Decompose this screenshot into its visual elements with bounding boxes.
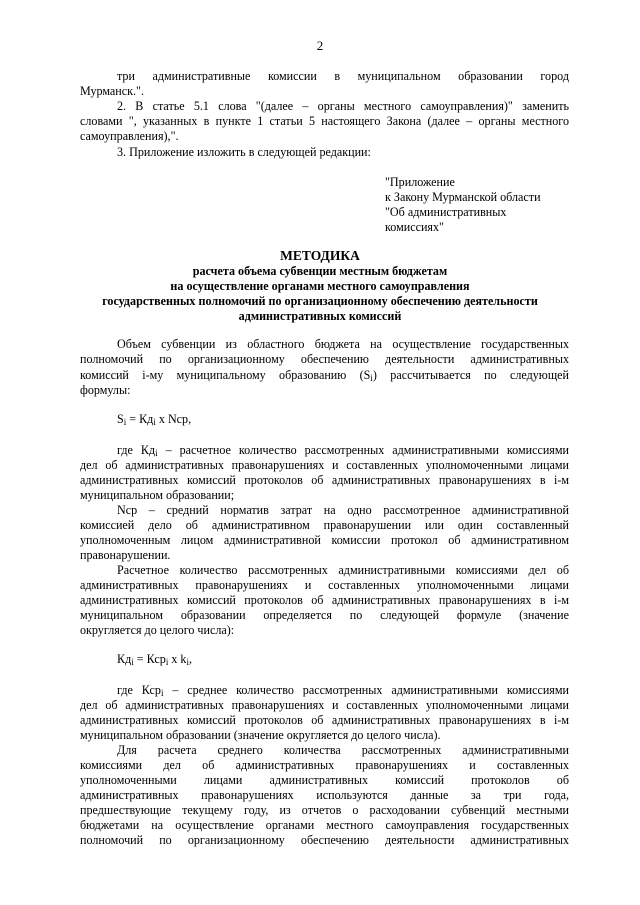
para6-line-3: уполномоченными лицами административных комиссий протоколов об bbox=[80, 773, 569, 787]
para4-line-3: административных комиссий протоколов об административных правонарушениях в i-м bbox=[80, 593, 569, 607]
methodology-title: МЕТОДИКА bbox=[280, 248, 360, 263]
para1-line-1: Объем субвенции из областного бюджета на осуществление государственных bbox=[117, 337, 569, 351]
para2-line-2: дел об административных правонарушениях и составленных уполномоченными лицами bbox=[80, 458, 569, 472]
para5-line-1: где Кср$_i$ – среднее количество рассмотренных административными комиссиями bbox=[117, 683, 569, 698]
para5-line-4: муниципальном образовании (значение округляется до целого числа). bbox=[80, 728, 441, 742]
para4-line-2: административных правонарушениях и составленных уполномоченными лицами bbox=[80, 578, 569, 592]
para5-line-2: дел об административных правонарушениях и составленных уполномоченными лицами bbox=[80, 698, 569, 712]
methodology-subtitle-2: на осуществление органами местного самоуправления bbox=[170, 279, 470, 293]
methodology-subtitle-1: расчета объема субвенции местным бюджетам bbox=[192, 264, 448, 278]
para4-line-4: муниципальном образовании определяется по следующей формуле (значение bbox=[80, 608, 569, 622]
item2-line-2: словами ", указанных в пункте 1 статьи 5 настоящего Закона (далее – органы местного bbox=[80, 114, 569, 128]
para4-line-1: Расчетное количество рассмотренных административными комиссиями дел об bbox=[117, 563, 569, 577]
appendix-line-3: "Об административных bbox=[385, 205, 507, 219]
page-number: 2 bbox=[316, 38, 324, 53]
para2-line-1: где $Кд_i$ – расчетное количество рассмотренных административными комиссиями bbox=[117, 443, 569, 458]
appendix-line-4: комиссиях" bbox=[385, 220, 444, 234]
para6-line-1: Для расчета среднего количества рассмотренных административными bbox=[117, 743, 569, 757]
methodology-subtitle-4: административных комиссий bbox=[238, 309, 402, 323]
appendix-line-1: "Приложение bbox=[385, 175, 455, 189]
methodology-subtitle-3: государственных полномочий по организационному обеспечению деятельности bbox=[102, 294, 538, 308]
para2-line-4: муниципальном образовании; bbox=[80, 488, 235, 502]
appendix-line-2: к Закону Мурманской области bbox=[385, 190, 541, 204]
para6-line-2: комиссиями дел об административных правонарушениях и составленных bbox=[80, 758, 569, 772]
item2-line-1: 2. В статье 5.1 слова "(далее – органы местного самоуправления)" заменить bbox=[117, 99, 569, 113]
formula-subvention: $S_i = Кд_i$ x Nср, bbox=[117, 412, 192, 427]
para1-line-4: формулы: bbox=[80, 383, 131, 397]
para3-line-4: правонарушении. bbox=[80, 548, 171, 562]
para2-line-3: административных комиссий протоколов об административных правонарушениях в i-м bbox=[80, 473, 569, 487]
para3-line-1: Nср – средний норматив затрат на одно рассмотренное административной bbox=[117, 503, 569, 517]
para1-line-2: полномочий по организационному обеспечению деятельности административных bbox=[80, 352, 569, 366]
intro-line-2: Мурманск.". bbox=[80, 84, 144, 98]
para1-line-3: комиссий i-му муниципальному образованию $(S_i)$ рассчитывается по следующей bbox=[80, 368, 569, 383]
para6-line-4: административных правонарушениях используются данные за три года, bbox=[80, 788, 569, 802]
para5-line-3: административных комиссий протоколов об административных правонарушениях в i-м bbox=[80, 713, 569, 727]
para3-line-2: комиссией дело об административном правонарушении или один составленный bbox=[80, 518, 569, 532]
para4-line-5: округляется до целого числа): bbox=[80, 623, 235, 637]
para6-line-5: предшествующие текущему году, из отчетов о расходовании субвенций местными bbox=[80, 803, 569, 817]
para6-line-7: полномочий по организационному обеспечению деятельности административных bbox=[80, 833, 569, 847]
item2-line-3: самоуправления),". bbox=[80, 129, 179, 143]
item3: 3. Приложение изложить в следующей редакции: bbox=[117, 145, 371, 159]
intro-line-1: три административные комиссии в муниципальном образовании город bbox=[117, 69, 569, 83]
formula-cases-count: $Кд_i = Кср_i$ x $k_i$, bbox=[117, 652, 193, 667]
para3-line-3: уполномоченным лицом административной комиссии протокол об административном bbox=[80, 533, 569, 547]
para6-line-6: бюджетами на осуществление органами местного самоуправления государственных bbox=[80, 818, 569, 832]
